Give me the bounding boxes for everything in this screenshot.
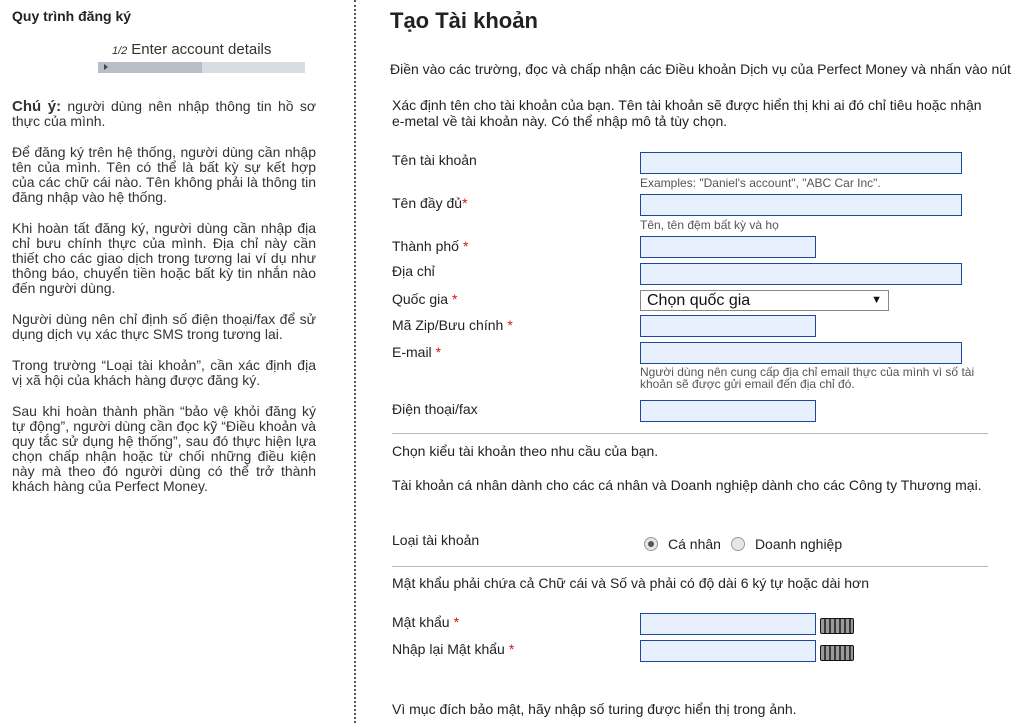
form-intro: Điền vào các trường, đọc và chấp nhận các Điều khoản Dịch vụ của Perfect Money và nhấn vào nút — [390, 61, 1011, 77]
create-account-form — [358, 0, 1024, 723]
city-input[interactable] — [640, 236, 816, 258]
required-mark: * — [453, 614, 460, 630]
required-mark: * — [462, 238, 469, 254]
required-mark: * — [435, 344, 442, 360]
full-name-label-text: Tên đầy đủ — [392, 195, 463, 211]
radio-personal[interactable] — [644, 537, 658, 551]
password-label-text: Mật khẩu — [392, 614, 450, 630]
account-name-description: Xác định tên cho tài khoản của bạn. Tên tài khoản sẽ được hiển thị khi ai đó chỉ tiêu hoặc nhận e-metal về tài khoản này. Có thể nhập mô tả tùy chọn. — [392, 97, 982, 129]
required-mark: * — [508, 641, 515, 657]
password-confirm-label-text: Nhập lại Mật khẩu — [392, 641, 505, 657]
full-name-hint: Tên, tên đệm bất kỳ và họ — [640, 218, 779, 232]
help-paragraph-account-type: Trong trường “Loại tài khoản”, cần xác định địa vị xã hội của khách hàng được đăng ký. — [12, 357, 316, 388]
help-paragraph-name: Để đăng ký trên hệ thống, người dùng cần nhập tên của mình. Tên có thể là bất kỳ sự kết hợp của các chữ cái nào. Tên không phải là thông tin đăng nhập vào hệ thống. — [12, 144, 316, 205]
registration-process-sidebar — [0, 0, 356, 723]
full-name-label — [392, 195, 468, 211]
zip-label — [392, 317, 513, 333]
email-label-text: E-mail — [392, 344, 432, 360]
address-label: Địa chỉ — [392, 263, 435, 279]
country-select-value: Chọn quốc gia — [647, 292, 751, 309]
help-paragraph-phone: Người dùng nên chỉ định số điện thoại/fax để sử dụng dịch vụ xác thực SMS trong tương lai. — [12, 311, 316, 342]
password-label — [392, 614, 459, 630]
city-label-text: Thành phố — [392, 238, 459, 254]
note-text: người dùng nên nhập thông tin hồ sơ thực của mình. — [12, 98, 317, 129]
account-name-label: Tên tài khoản — [392, 152, 477, 168]
country-label — [392, 291, 458, 307]
password-confirm-input[interactable] — [640, 640, 816, 662]
step-indicator — [112, 41, 271, 58]
phone-input[interactable] — [640, 400, 816, 422]
account-type-label: Loại tài khoản — [392, 532, 480, 548]
full-name-input[interactable] — [640, 194, 962, 216]
account-name-hint: Examples: "Daniel's account", "ABC Car Inc". — [640, 176, 881, 190]
email-label — [392, 344, 441, 360]
note-paragraph — [12, 99, 316, 129]
password-rule: Mật khẩu phải chứa cả Chữ cái và Số và phải có độ dài 6 ký tự hoặc dài hơn — [392, 575, 870, 591]
email-hint: Người dùng nên cung cấp địa chỉ email thực của mình vì số tài khoản sẽ được gửi email đến địa chỉ đó. — [640, 365, 975, 391]
page-title: Tạo Tài khoản — [390, 8, 538, 33]
section-divider — [392, 566, 988, 567]
account-name-input[interactable] — [640, 152, 962, 174]
step-number: 1/2 — [112, 45, 128, 57]
virtual-keyboard-icon[interactable] — [820, 618, 854, 634]
step-label: Enter account details — [131, 41, 272, 58]
progress-arrow-icon — [104, 64, 108, 70]
step-progress-bar — [98, 62, 305, 73]
password-input[interactable] — [640, 613, 816, 635]
required-mark: * — [507, 317, 513, 333]
radio-business-label[interactable]: Doanh nghiệp — [754, 536, 843, 552]
account-type-radio-group — [644, 536, 852, 552]
radio-business[interactable] — [731, 537, 745, 551]
email-input[interactable] — [640, 342, 962, 364]
city-label — [392, 238, 468, 254]
zip-label-text: Mã Zip/Bưu chính — [392, 317, 504, 333]
caret-down-icon: ▼ — [871, 294, 882, 306]
phone-label: Điện thoại/fax — [392, 401, 478, 417]
step-progress-fill — [98, 62, 202, 73]
required-mark: * — [452, 291, 458, 307]
address-input[interactable] — [640, 263, 962, 285]
account-type-intro: Chọn kiểu tài khoản theo nhu cầu của bạn. — [392, 443, 659, 459]
section-divider — [392, 433, 988, 434]
help-paragraph-terms: Sau khi hoàn thành phần “bảo vệ khỏi đăng ký tự động”, người dùng cần đọc kỹ “Điều khoản và quy tắc sử dụng hệ thống”, sau đó thực hiện lựa chọn chấp nhận hoặc từ chối những điều kiện này mà theo đó người dùng có thể trở thành khách hàng của Perfect Money. — [12, 403, 316, 494]
zip-input[interactable] — [640, 315, 816, 337]
account-type-description: Tài khoản cá nhân dành cho các cá nhân và Doanh nghiệp dành cho các Công ty Thương mại. — [392, 477, 982, 493]
radio-personal-label[interactable]: Cá nhân — [668, 536, 721, 552]
password-confirm-label — [392, 641, 514, 657]
country-label-text: Quốc gia — [392, 291, 449, 307]
virtual-keyboard-icon[interactable] — [820, 645, 854, 661]
required-mark: * — [462, 195, 468, 211]
sidebar-title: Quy trình đăng ký — [12, 8, 132, 24]
sidebar-help-text — [12, 99, 316, 510]
turing-note: Vì mục đích bảo mật, hãy nhập số turing được hiển thị trong ảnh. — [392, 701, 797, 717]
note-label: Chú ý: — [12, 98, 62, 115]
help-paragraph-address: Khi hoàn tất đăng ký, người dùng cần nhập địa chỉ bưu chính thực của mình. Địa chỉ này cần thiết cho các giao dịch trong tương lai ví dụ như thông báo, chuyển tiền hoặc bất kỳ tin nhắn nào đến người dùng. — [12, 220, 316, 296]
country-select[interactable] — [640, 290, 889, 311]
